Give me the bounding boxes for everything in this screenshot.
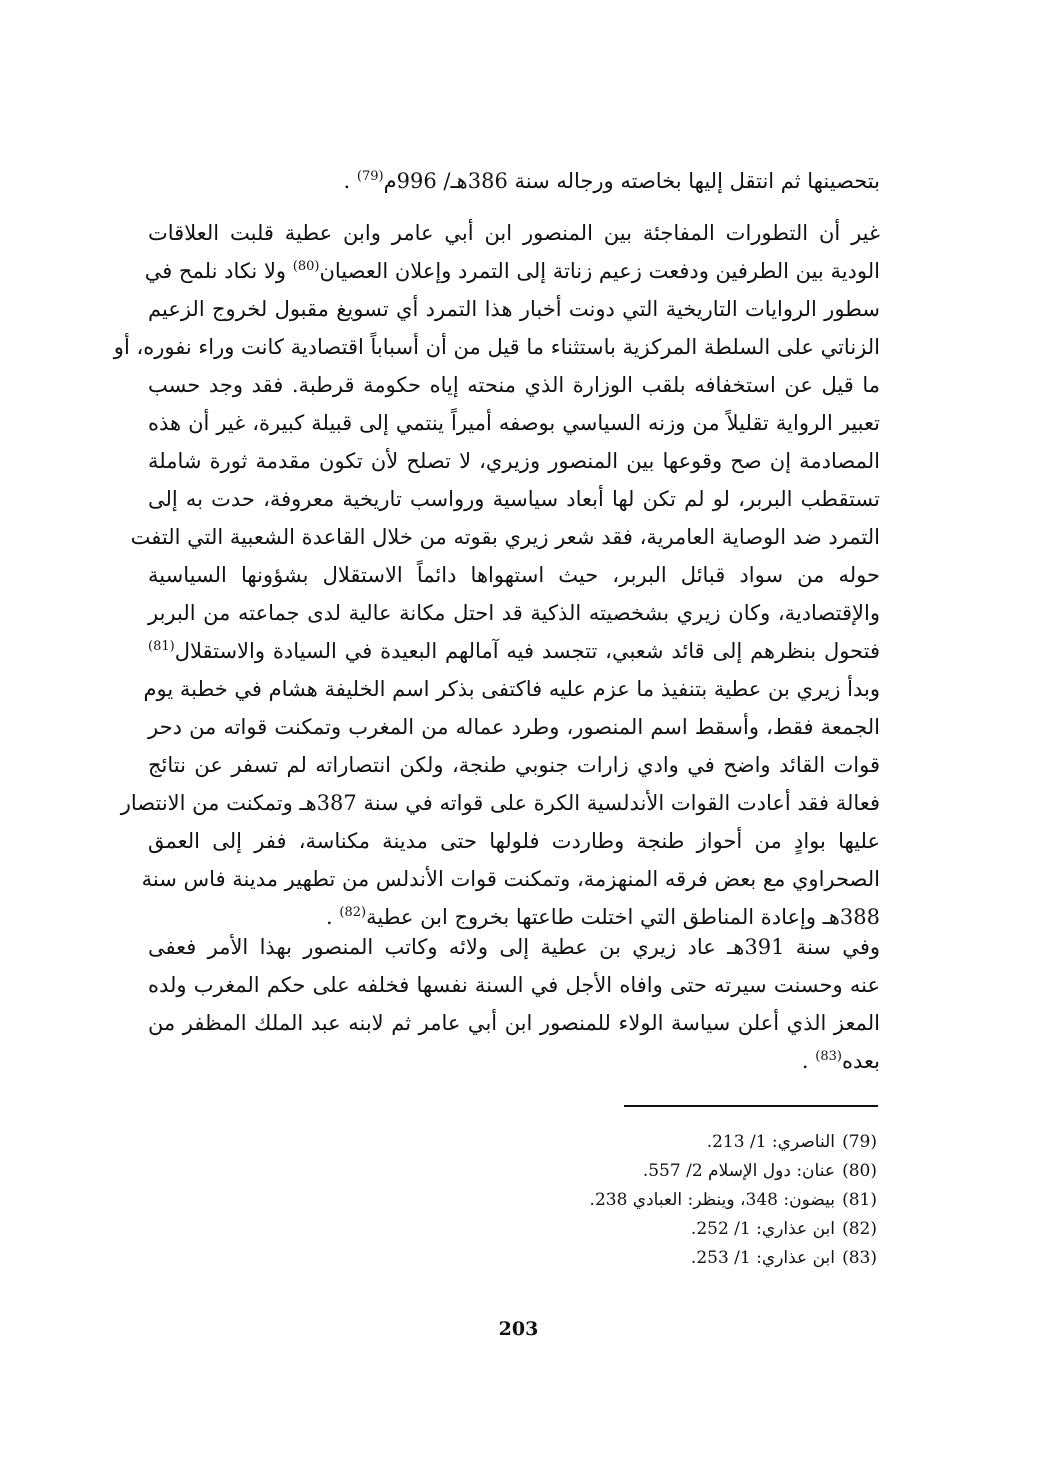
text-line: وبدأ زيري بن عطية بتنفيذ ما عزم عليه فاكتفى بذكر اسم الخليفة هشام في خطبة يوم <box>143 677 880 701</box>
footnote-text: بيضون: 348، وينظر: العبادي 238. <box>589 1190 835 1210</box>
text-line: المعز الذي أعلن سياسة الولاء للمنصور ابن أبي عامر ثم لابنه عبد الملك المظفر من <box>148 1011 880 1035</box>
footnote-item <box>517 1128 877 1157</box>
footnote-item <box>517 1157 877 1186</box>
text-line: عليها بوادٍ من أحواز طنجة وطاردت فلولها حتى مدينة مكناسة، ففر إلى العمق <box>148 829 880 853</box>
text-line: غير أن التطورات المفاجئة بين المنصور ابن أبي عامر وابن عطية قلبت العلاقات <box>148 221 880 245</box>
text-line: الجمعة فقط، وأسقط اسم المنصور، وطرد عماله من المغرب وتمكنت قواته من دحر <box>148 715 880 739</box>
text-line: فعالة فقد أعادت القوات الأندلسية الكرة على قواته في سنة 387هـ وتمكنت من الانتصار <box>120 791 880 815</box>
footnote-number: (80) <box>842 1161 877 1181</box>
text-line: بعده$^{(83)}$ . <box>801 1049 880 1073</box>
text-line: بتحصينها ثم انتقل إليها بخاصته ورجاله سنة 386هـ/ 996م$^{(79)}$ . <box>343 169 880 193</box>
text-line: 388هـ وإعادة المناطق التي اختلت طاعتها بخروج ابن عطية$^{(82)}$ . <box>326 905 880 929</box>
footnote-item <box>517 1215 877 1244</box>
page-number: 203 <box>498 1318 539 1340</box>
text-line: حوله من سواد قبائل البربر، حيث استهواها دائماً الاستقلال بشؤونها السياسية <box>148 563 880 587</box>
text-line: وفي سنة 391هـ عاد زيري بن عطية إلى ولائه وكاتب المنصور بهذا الأمر فعفى <box>148 935 880 959</box>
opening-line <box>148 162 880 200</box>
footnotes <box>517 1128 877 1273</box>
footnote-text: ابن عذاري: 1/ 253. <box>690 1248 835 1268</box>
text-line: الصحراوي مع بعض فرقه المنهزمة، وتمكنت قوات الأندلس من تطهير مدينة فاس سنة <box>141 867 880 891</box>
text-line: تستقطب البربر، لو لم تكن لها أبعاد سياسية ورواسب تاريخية معروفة، حدت به إلى <box>148 487 880 511</box>
text-line: الودية بين الطرفين ودفعت زعيم زناتة إلى التمرد وإعلان العصيان$^{(80)}$ ولا نكاد نلمح في <box>144 259 880 283</box>
text-line: المصادمة إن صح وقوعها بين المنصور وزيري، لا تصلح لأن تكون مقدمة ثورة شاملة <box>148 449 880 473</box>
footnote-divider <box>624 1105 878 1107</box>
text-line: الزناتي على السلطة المركزية باستثناء ما قيل من أن أسباباً اقتصادية كانت وراء نفوره، أو <box>113 335 880 359</box>
paragraph-2 <box>148 928 880 1080</box>
footnote-number: (82) <box>842 1219 877 1239</box>
text-line: فتحول بنظرهم إلى قائد شعبي، تتجسد فيه آمالهم البعيدة في السيادة والاستقلال$^{(81)}$ <box>148 639 880 663</box>
footnote-ref: (82) <box>339 905 367 920</box>
footnote-ref: (80) <box>292 259 320 274</box>
footnote-text: عنان: دول الإسلام 2/ 557. <box>642 1161 835 1181</box>
text-line: سطور الروايات التاريخية التي دونت أخبار هذا التمرد أي تسويغ مقبول لخروج الزعيم <box>148 297 880 321</box>
footnote-text: ابن عذاري: 1/ 252. <box>690 1219 835 1239</box>
footnote-number: (83) <box>842 1248 877 1268</box>
text-line: عنه وحسنت سيرته حتى وافاه الأجل في السنة نفسها فخلفه على حكم المغرب ولده <box>148 973 880 997</box>
footnote-ref: (83) <box>815 1049 842 1064</box>
footnote-item <box>517 1186 877 1215</box>
text-line: ما قيل عن استخفافه بلقب الوزارة الذي منحته إياه حكومة قرطبة. فقد وجد حسب <box>148 373 880 397</box>
footnote-ref: (79) <box>356 169 384 184</box>
text-line: قوات القائد واضح في وادي زارات جنوبي طنجة، ولكن انتصاراته لم تسفر عن نتائج <box>148 753 880 777</box>
paragraph-1 <box>113 214 880 936</box>
text-line: التمرد ضد الوصاية العامرية، فقد شعر زيري بقوته من خلال القاعدة الشعبية التي التفت <box>130 525 880 549</box>
footnote-item <box>517 1244 877 1273</box>
footnote-number: (81) <box>842 1190 877 1210</box>
text-line: والإقتصادية، وكان زيري بشخصيته الذكية قد احتل مكانة عالية لدى جماعته من البربر <box>148 601 880 625</box>
text-line: تعبير الرواية تقليلاً من وزنه السياسي بوصفه أميراً ينتمي إلى قبيلة كبيرة، غير أن هذه <box>148 411 880 435</box>
footnote-number: (79) <box>842 1132 877 1152</box>
footnote-text: الناصري: 1/ 213. <box>706 1132 835 1152</box>
footnote-ref: (81) <box>148 639 175 654</box>
